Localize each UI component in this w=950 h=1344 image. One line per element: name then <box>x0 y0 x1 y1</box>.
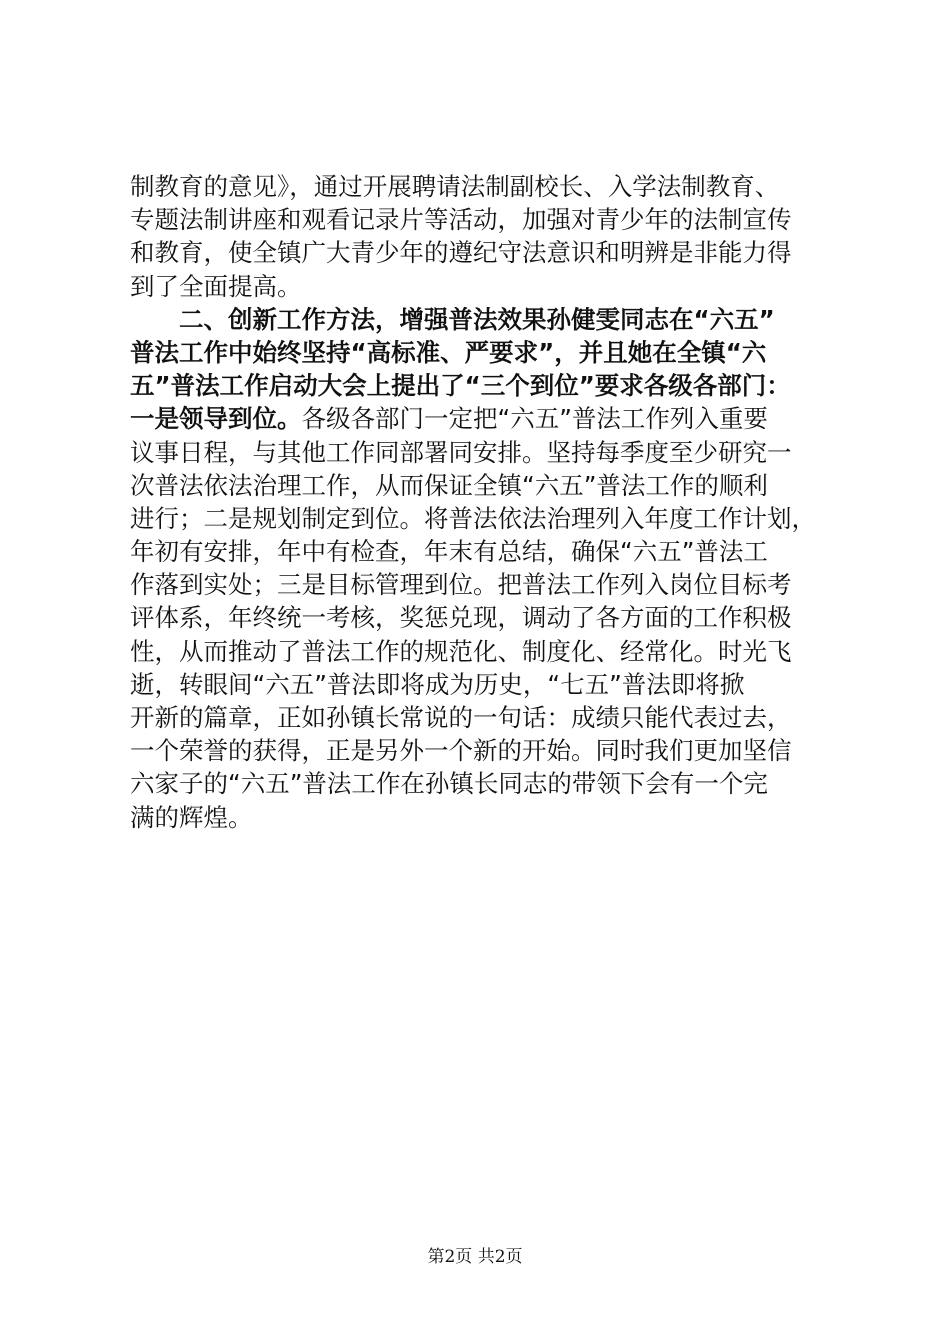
text-line: 逝，转眼间“六五”普法即将成为历史，“七五”普法即将掀 <box>130 669 745 699</box>
page-number-footer: 第2页 共2页 <box>427 1247 523 1267</box>
text-segment-bold: 一是领导到位。 <box>130 404 302 434</box>
text-line: 评体系，年终统一考核，奖惩兑现，调动了各方面的工作积极 <box>130 603 792 633</box>
text-line: 作落到实处；三是目标管理到位。把普法工作列入岗位目标考 <box>130 570 792 600</box>
text-line: 五”普法工作启动大会上提出了“三个到位”要求各级各部门： <box>130 371 791 401</box>
text-line: 六家子的“六五”普法工作在孙镇长同志的带领下会有一个完 <box>130 769 768 799</box>
text-line: 和教育，使全镇广大青少年的遵纪守法意识和明辨是非能力得 <box>130 238 792 268</box>
text-line: 性，从而推动了普法工作的规范化、制度化、经常化。时光飞 <box>130 636 792 666</box>
text-line: 专题法制讲座和观看记录片等活动，加强对青少年的法制宣传 <box>130 205 792 235</box>
text-line: 普法工作中始终坚持“高标准、严要求”，并且她在全镇“六 <box>130 337 767 367</box>
text-line: 制教育的意见》，通过开展聘请法制副校长、入学法制教育、 <box>130 172 780 201</box>
text-line: 次普法依法治理工作，从而保证全镇“六五”普法工作的顺利 <box>130 470 768 500</box>
text-line: 到了全面提高。 <box>130 271 302 301</box>
document-body <box>130 170 835 834</box>
text-line: 进行；二是规划制定到位。将普法依法治理列入年度工作计划， <box>130 503 816 533</box>
section-heading: 二、创新工作方法，增强普法效果孙健雯同志在“六五” <box>179 304 775 334</box>
text-line: 议事日程，与其他工作同部署同安排。坚持每季度至少研究一 <box>130 437 792 467</box>
text-line: 满的辉煌。 <box>130 802 253 832</box>
text-line: 开新的篇章，正如孙镇长常说的一句话：成绩只能代表过去， <box>130 703 792 732</box>
text-segment: 各级各部门一定把“六五”普法工作列入重要 <box>301 404 768 434</box>
text-line: 年初有安排，年中有检查，年末有总结，确保“六五”普法工 <box>130 537 768 567</box>
text-line-mixed <box>130 402 835 435</box>
text-line: 一个荣誉的获得，正是另外一个新的开始。同时我们更加坚信 <box>130 736 792 766</box>
